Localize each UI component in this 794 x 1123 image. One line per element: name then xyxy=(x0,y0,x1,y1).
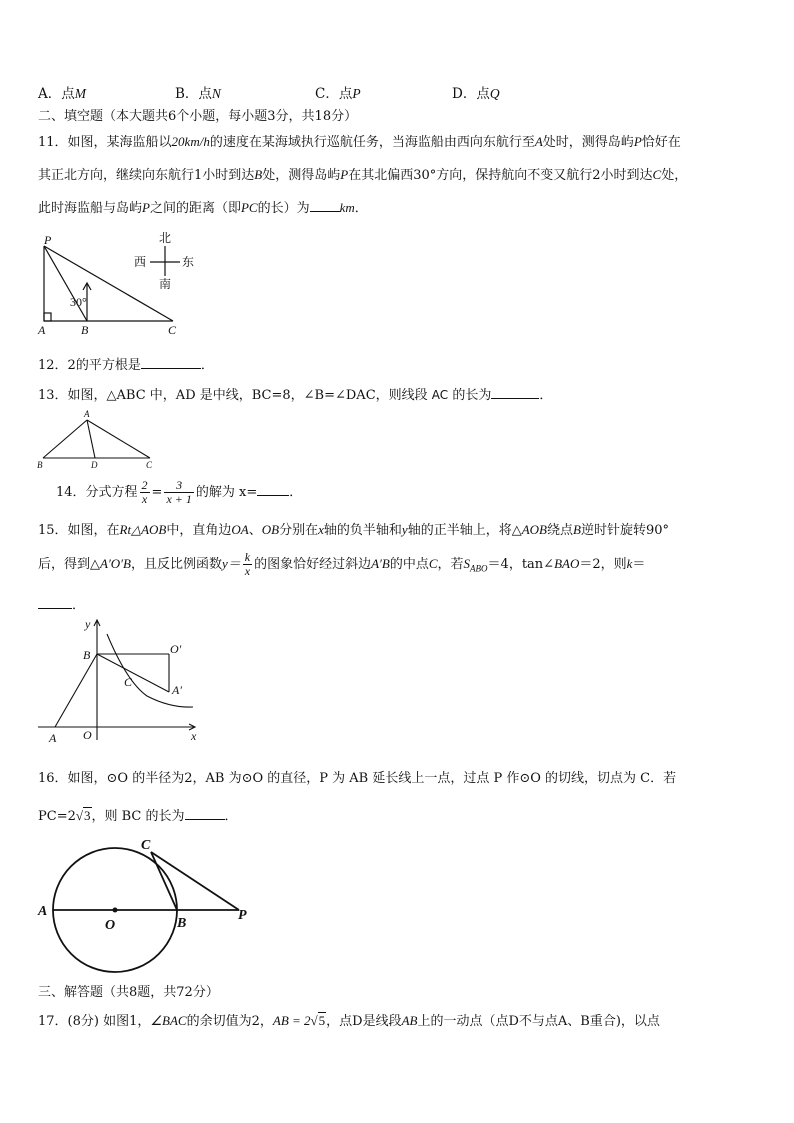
q11-label-B: B xyxy=(81,323,89,337)
q11-line-3: 此时海监船与岛屿P之间的距离（即PC的长）为 km． xyxy=(38,200,368,216)
q14-fraction-left: $\frac{2}{x}$ xyxy=(141,478,148,506)
q15-label-A: A xyxy=(49,731,57,745)
q15-line-2: 后，得到△A′O′B，且反比例函数y＝ $\frac{k}{x}$ 的图象恰好经过斜边A′B的中点C，若$S_{ABO}=4$，tan∠BAO＝2，则k＝ xyxy=(38,550,646,578)
q15-label-O1: O′ xyxy=(170,642,182,656)
compass-north: 北 xyxy=(159,231,172,245)
q13-label-A: A xyxy=(84,409,90,419)
q16-label-B: B xyxy=(177,916,187,931)
option-d: D．点Q xyxy=(452,86,500,102)
q11-label-C: C xyxy=(168,323,177,337)
q16-label-A: A xyxy=(38,904,48,919)
q13-answer-blank xyxy=(491,385,539,399)
q13-label-B: B xyxy=(37,460,43,470)
q13: 13．如图，△ABC 中，AD 是中线，BC=8，∠B=∠DAC，则线段 AC 的长为 ． xyxy=(38,385,552,405)
q11-label-A: A xyxy=(38,323,46,337)
q14-fraction-right: $\frac{3}{x + 1}$ xyxy=(166,478,192,506)
q13-figure xyxy=(35,408,165,472)
q11-label-P: P xyxy=(44,233,52,247)
q15-line-1: 15．如图，在Rt△AOB中，直角边OA、OB分别在x轴的负半轴和y轴的正半轴上，将△AOB绕点B逆时针旋转90° xyxy=(38,522,669,538)
q12: 12．2的平方根是 ． xyxy=(38,355,214,375)
q14: 14．分式方程 $\frac{2}{x}$ = $\frac{3}{x + 1}$ 的解为 x= ． xyxy=(56,478,303,506)
q15-answer-blank xyxy=(38,595,72,609)
q15-label-C: C xyxy=(124,675,133,689)
section-3-heading: 三、解答题（共8题，共72分） xyxy=(38,985,219,1000)
q13-label-C: C xyxy=(146,460,153,470)
q16-label-C: C xyxy=(141,838,151,853)
compass-west: 西 xyxy=(134,255,147,269)
q11-line-1: 11．如图，某海监船以20km/h的速度在某海域执行巡航任务，当海监船由西向东航行至A处时，测得岛屿P恰好在 xyxy=(38,134,681,150)
q16-sqrt: √3 xyxy=(75,808,91,823)
q14-answer-blank xyxy=(257,482,289,496)
q16-label-P: P xyxy=(238,908,247,923)
q11-answer-blank xyxy=(310,198,340,212)
q11-line-2: 其正北方向，继续向东航行1小时到达B处，测得岛屿P在其北偏西30°方向，保持航向不变又航行2小时到达C处， xyxy=(38,167,688,183)
q16-label-O: O xyxy=(105,918,116,933)
q16-line-2: PC=2√3，则 BC 的长为 ． xyxy=(38,808,238,824)
q16-answer-blank xyxy=(185,806,225,820)
q15-line-3: ． xyxy=(38,595,85,615)
section-2-heading: 二、填空题（本大题共6个小题，每小题3分，共18分） xyxy=(38,109,358,124)
q11-angle-label: 30° xyxy=(70,295,87,309)
q15-figure xyxy=(35,612,210,747)
q15-label-y: y xyxy=(85,617,91,631)
compass-east: 东 xyxy=(182,255,195,269)
q15-label-O: O xyxy=(83,728,92,742)
q15-label-B: B xyxy=(83,648,91,662)
q11-figure xyxy=(30,226,230,341)
q16-line-1: 16．如图，⊙O 的半径为2，AB 为⊙O 的直径，P 为 AB 延长线上一点，过点 P 作⊙O 的切线，切点为 C．若 xyxy=(38,771,677,786)
q17-sqrt: √5 xyxy=(310,1013,326,1028)
option-c: C．点P xyxy=(315,86,361,102)
q12-answer-blank xyxy=(141,355,201,369)
q16-figure xyxy=(35,835,265,985)
option-b: B．点N xyxy=(175,86,221,102)
q17-line-1: 17．(8分) 如图1，∠BAC的余切值为2，AB = 2√5，点D是线段AB上的一动点（点D不与点A、B重合)，以点 xyxy=(38,1013,660,1029)
option-a: A．点M xyxy=(38,86,86,102)
q13-label-D: D xyxy=(91,460,98,470)
compass-south: 南 xyxy=(159,277,172,291)
q15-label-A1: A′ xyxy=(172,683,182,697)
q15-fraction-k-over-x: $\frac{k}{x}$ xyxy=(244,550,251,578)
q15-label-x: x xyxy=(191,729,197,743)
